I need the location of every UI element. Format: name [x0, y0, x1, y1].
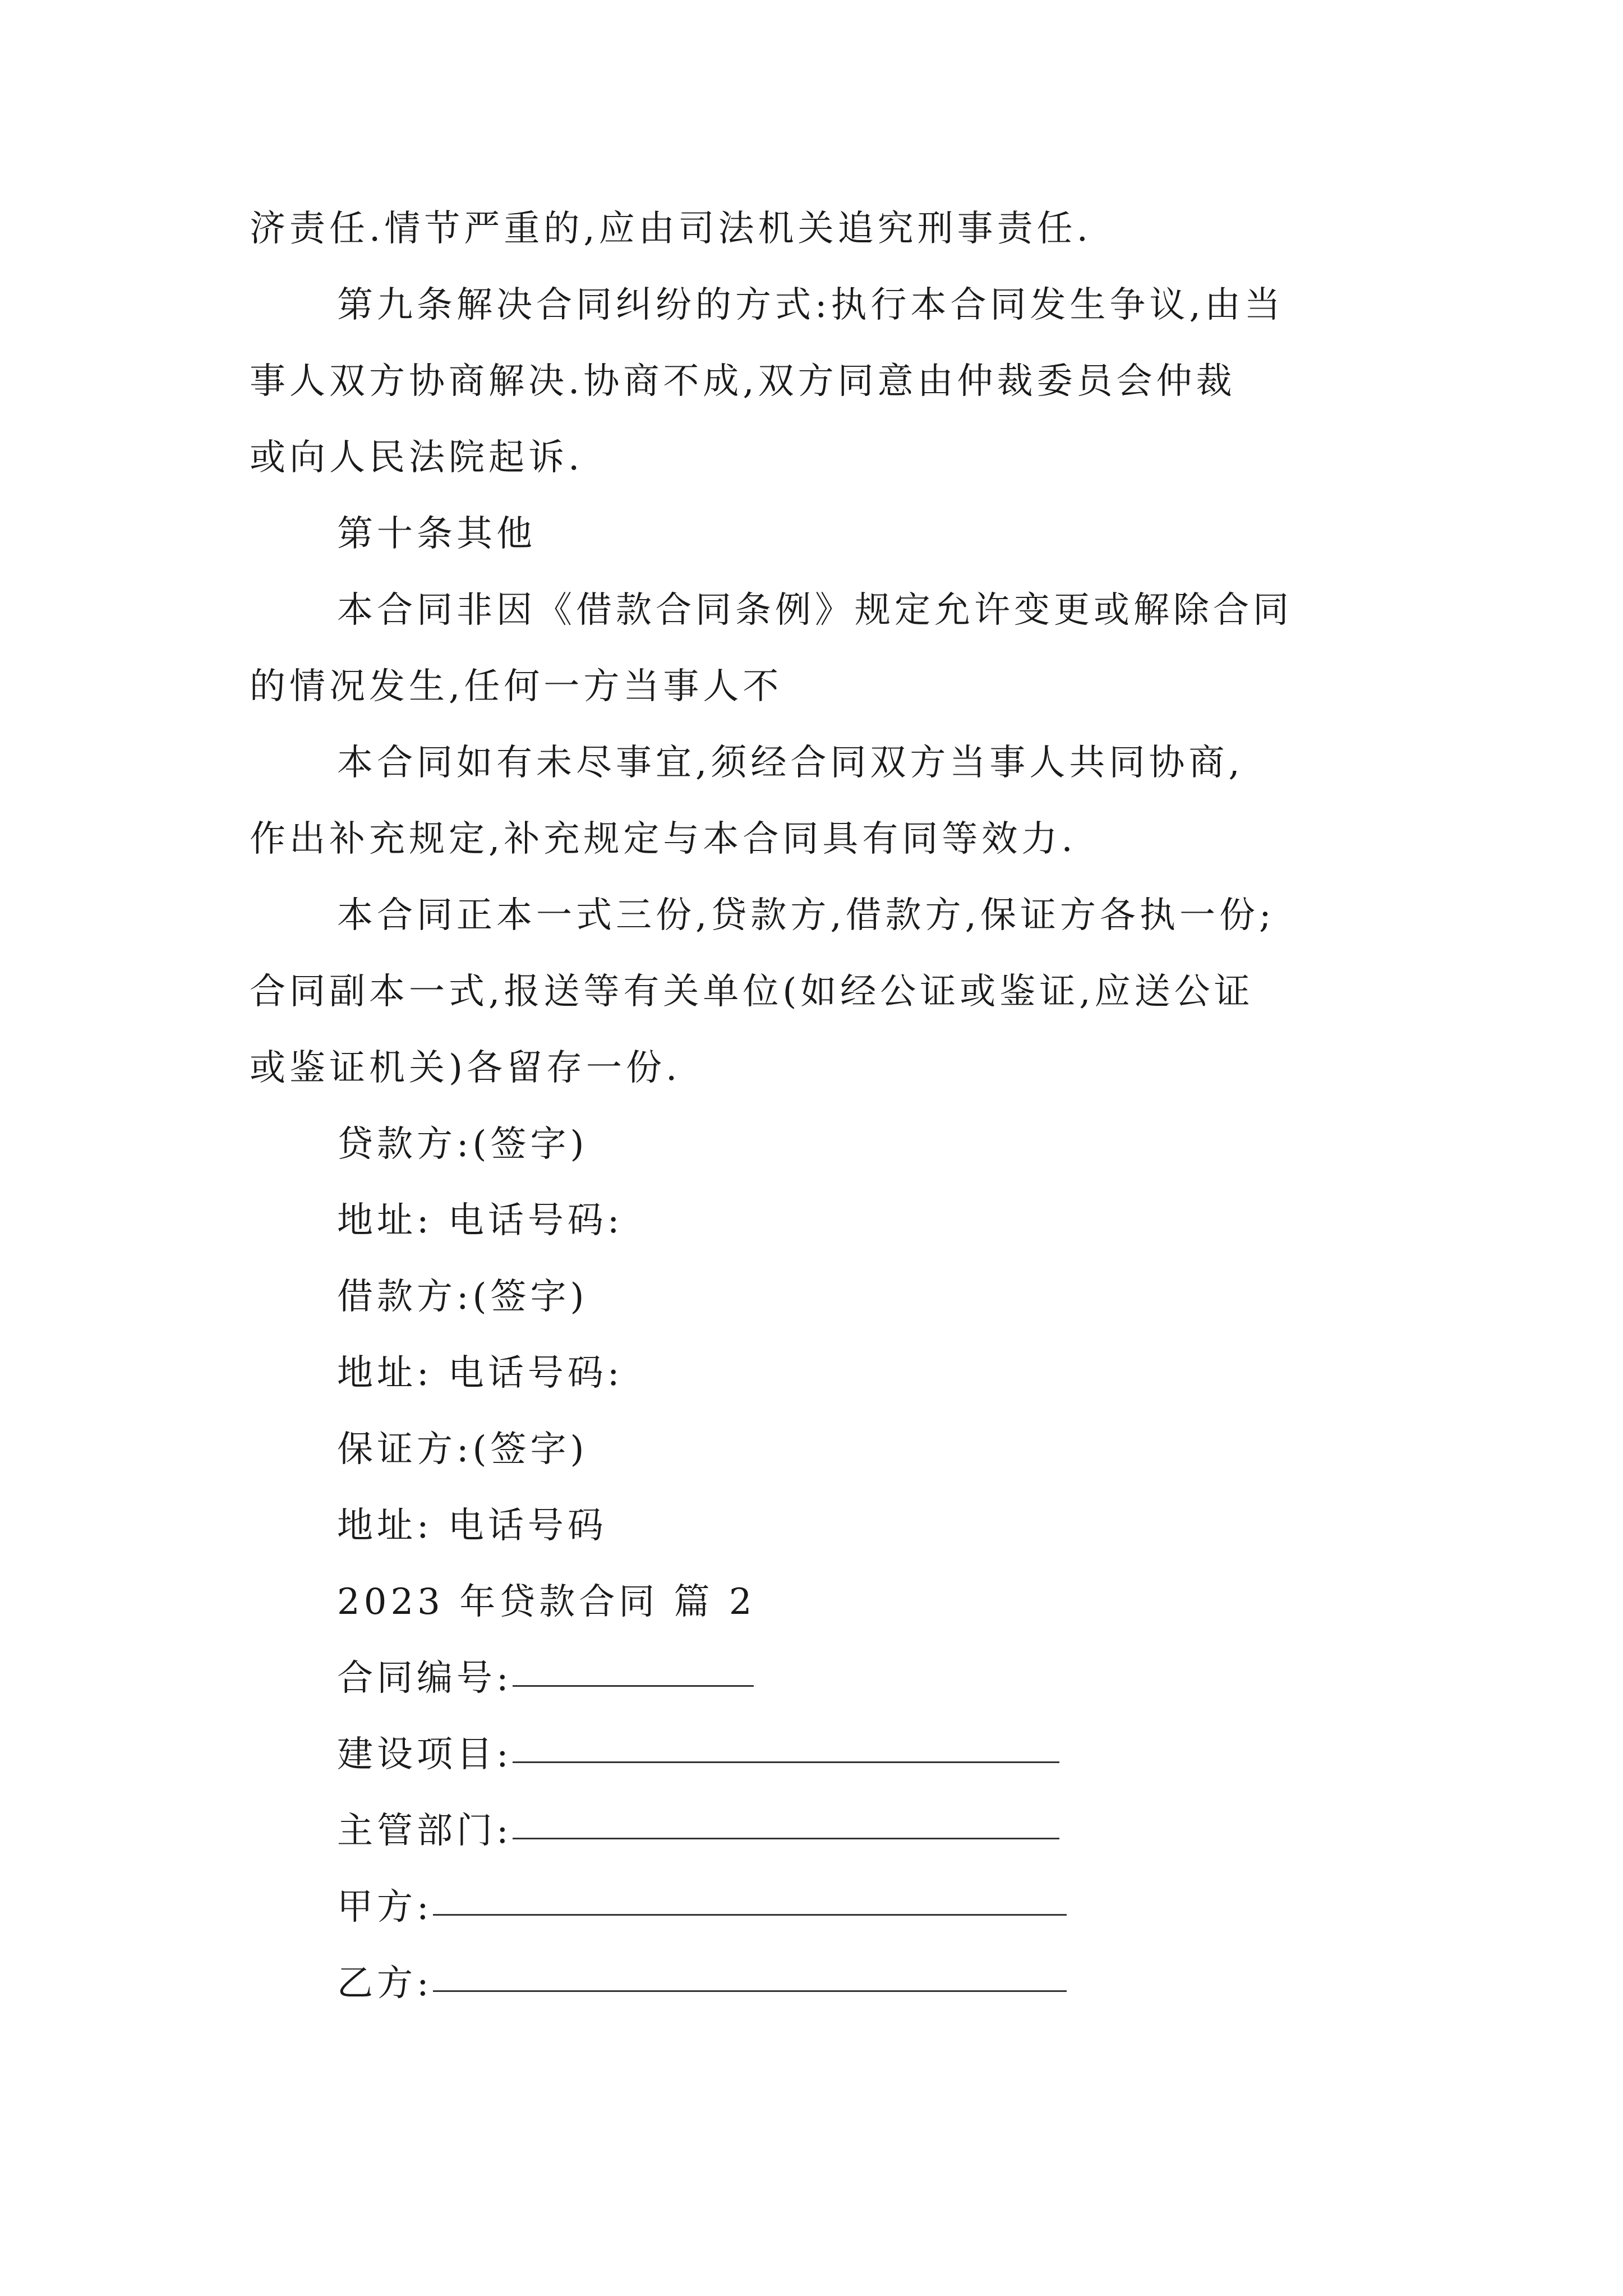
blank-underline — [433, 1914, 1067, 1916]
field-party-b — [250, 1945, 1399, 2022]
paragraph-line: 济责任.情节严重的,应由司法机关追究刑事责任. — [250, 208, 1092, 250]
signature-address: 地址: 电话号码: — [337, 1352, 624, 1394]
paragraph-line: 事人双方协商解决.协商不成,双方同意由仲裁委员会仲裁 — [250, 361, 1236, 402]
article-heading: 第十条其他 — [337, 513, 536, 555]
field-label: 合同编号: — [337, 1658, 513, 1699]
blank-underline — [513, 1685, 754, 1687]
paragraph-line: 或向人民法院起诉. — [250, 437, 584, 478]
signature-lender: 贷款方:(签字) — [337, 1124, 588, 1165]
paragraph-line: 或鉴证机关)各留存一份. — [250, 1047, 681, 1089]
section-title: 2023 年贷款合同 篇 2 — [337, 1581, 756, 1623]
blank-underline — [513, 1761, 1059, 1763]
field-label: 主管部门: — [337, 1810, 513, 1852]
field-project — [250, 1717, 1399, 1793]
paragraph-line: 作出补充规定,补充规定与本合同具有同等效力. — [250, 818, 1077, 860]
signature-borrower: 借款方:(签字) — [337, 1276, 588, 1318]
document-body — [250, 191, 1399, 2022]
field-label: 建设项目: — [337, 1734, 513, 1775]
signature-guarantor: 保证方:(签字) — [337, 1429, 588, 1470]
field-contract-number — [250, 1640, 1399, 1717]
field-label: 乙方: — [337, 1963, 433, 2004]
blank-underline — [433, 1990, 1067, 1992]
signature-address: 地址: 电话号码: — [337, 1200, 624, 1241]
blank-underline — [513, 1838, 1059, 1839]
signature-address: 地址: 电话号码 — [337, 1505, 607, 1547]
paragraph-line: 第九条解决合同纠纷的方式:执行本合同发生争议,由当 — [337, 284, 1284, 326]
paragraph-line: 的情况发生,任何一方当事人不 — [250, 666, 783, 707]
paragraph-line: 合同副本一式,报送等有关单位(如经公证或鉴证,应送公证 — [250, 971, 1254, 1013]
field-label: 甲方: — [337, 1887, 433, 1928]
paragraph-line: 本合同非因《借款合同条例》规定允许变更或解除合同 — [337, 590, 1293, 631]
paragraph-line: 本合同正本一式三份,贷款方,借款方,保证方各执一份; — [337, 895, 1275, 936]
field-party-a — [250, 1869, 1399, 1945]
field-department — [250, 1793, 1399, 1869]
paragraph-line: 本合同如有未尽事宜,须经合同双方当事人共同协商, — [337, 742, 1244, 784]
